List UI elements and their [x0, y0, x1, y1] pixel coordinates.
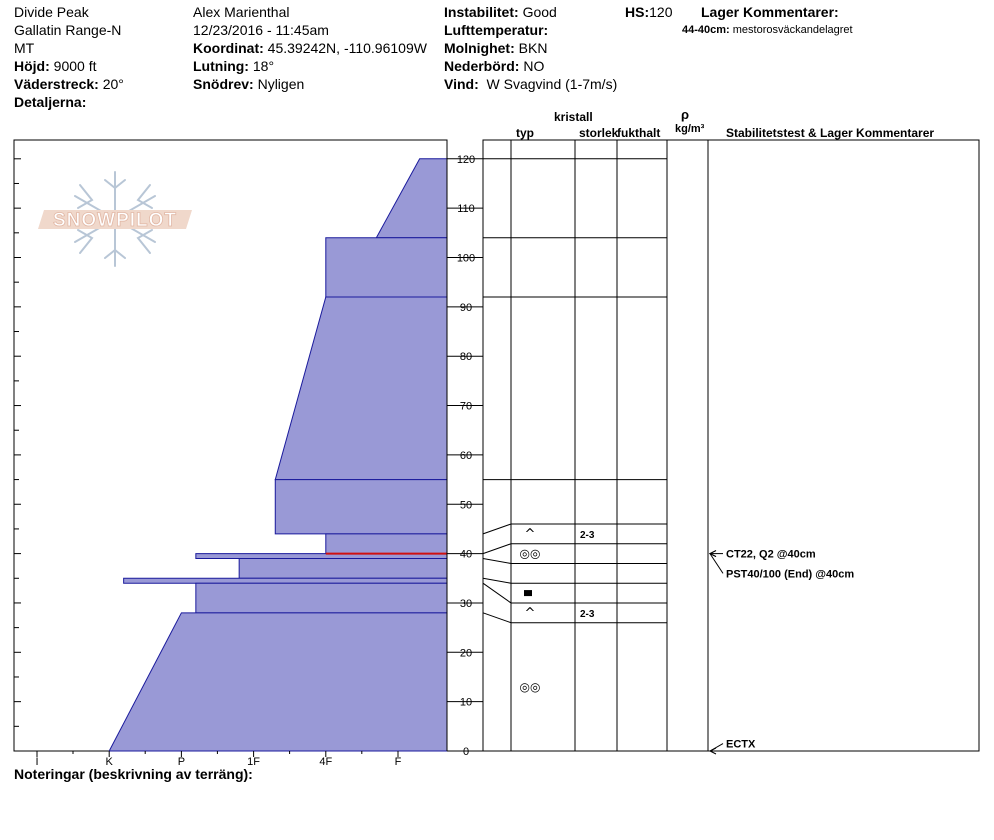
col-size-header: storlek: [579, 126, 619, 140]
x-tick-label-I: I: [35, 756, 39, 768]
grain-size-3: 2-3: [580, 608, 595, 620]
wind-loading-value: Nyligen: [257, 76, 305, 92]
y-tick-label-10: 10: [459, 696, 473, 709]
hardness-layer-6: [239, 559, 447, 579]
instability-value: Good: [522, 4, 557, 20]
y-tick-label-110: 110: [457, 203, 475, 216]
layer-comment-row: [682, 24, 853, 37]
wind-row: [444, 76, 617, 93]
sky-row: [444, 40, 547, 57]
sky-label: Molnighet:: [444, 40, 515, 56]
col-crystal-header: kristall: [554, 110, 593, 124]
aspect-row: [14, 76, 124, 93]
instability-label: Instabilitet:: [444, 4, 519, 20]
x-tick-label-P: P: [177, 756, 186, 768]
grain-size-0: 2-3: [580, 529, 595, 541]
range-name: Gallatin Range-N: [14, 22, 122, 38]
layer-comments-label: Lager Kommentarer:: [701, 4, 839, 20]
hs-label: HS:: [625, 4, 650, 20]
y-tick-label-80: 80: [459, 351, 473, 364]
col-density-unit: kg/m³: [675, 123, 705, 135]
wind-value: W Svagvind (1-7m/s): [486, 76, 618, 92]
col-moisture-header: fukthalt: [617, 126, 661, 140]
col-stability-header: Stabilitetstest & Lager Kommentarer: [726, 126, 935, 140]
wind-loading-row: [193, 76, 304, 93]
coordinate-value: 45.39242N, -110.96109W: [267, 40, 427, 56]
aspect-label: Väderstreck:: [14, 76, 99, 92]
details-label: Detaljerna:: [14, 94, 87, 110]
x-tick-label-K: K: [105, 756, 113, 768]
stability-test-connector-1: [710, 554, 723, 574]
hardness-layer-3: [275, 480, 447, 534]
y-tick-label-0: 0: [462, 746, 470, 758]
y-tick-label-50: 50: [459, 499, 473, 512]
stability-test-label-0: CT22, Q2 @40cm: [726, 548, 816, 561]
layer-comment-depth: 44-40cm:: [682, 24, 730, 36]
col-type-header: typ: [516, 126, 534, 140]
precip-label: Nederbörd:: [444, 58, 520, 74]
wind-loading-label: Snödrev:: [193, 76, 254, 92]
hs-row: [625, 4, 672, 21]
observation-datetime: 12/23/2016 - 11:45am: [193, 22, 329, 38]
x-tick-label-1F: 1F: [247, 756, 261, 768]
x-tick-label-4F: 4F: [319, 756, 333, 768]
elevation-label: Höjd:: [14, 58, 50, 74]
y-tick-label-30: 30: [459, 597, 473, 610]
notes-label: Noteringar (beskrivning av terräng):: [14, 766, 253, 782]
slope-value: 18°: [252, 58, 275, 74]
grain-symbol-1: ◎◎: [519, 546, 541, 561]
hardness-layer-9: [109, 613, 447, 751]
precip-value: NO: [523, 58, 545, 74]
location-name: Divide Peak: [14, 4, 89, 20]
grain-symbol-3: ^: [524, 605, 536, 621]
y-tick-label-70: 70: [459, 400, 473, 413]
precip-row: [444, 58, 544, 75]
layer-table-frame: [483, 140, 979, 751]
hardness-layer-2: [275, 297, 447, 480]
y-tick-label-100: 100: [456, 252, 476, 265]
hardness-layer-8: [196, 583, 447, 613]
grain-symbol-2: [524, 590, 532, 596]
elevation-row: [14, 58, 96, 75]
logo-text: SNOWPILOT: [52, 210, 178, 231]
layer-comment-text: mestorosväckandelagret: [732, 24, 853, 36]
aspect-value: 20°: [102, 76, 124, 92]
instability-row: [444, 4, 557, 21]
snowpilot-logo: [38, 172, 192, 266]
coordinate-label: Koordinat:: [193, 40, 264, 56]
hardness-layer-1: [326, 238, 447, 297]
slope-row: [193, 58, 274, 75]
col-rho-header: ρ: [681, 107, 690, 122]
wind-label: Vind:: [444, 76, 479, 92]
y-tick-label-120: 120: [456, 153, 476, 166]
hardness-layer-4: [326, 534, 447, 554]
grain-symbol-0: ^: [524, 526, 536, 542]
x-tick-label-F: F: [394, 756, 402, 768]
sky-value: BKN: [518, 40, 548, 56]
hardness-layer-0: [376, 159, 447, 238]
slope-label: Lutning:: [193, 58, 249, 74]
coordinate-row: [193, 40, 427, 57]
state-name: MT: [14, 40, 35, 56]
hardness-layer-7: [124, 578, 447, 583]
stability-test-label-1: PST40/100 (End) @40cm: [726, 568, 855, 581]
observer-name: Alex Marienthal: [193, 4, 290, 20]
stability-test-label-2: ECTX: [726, 738, 756, 751]
elevation-value: 9000 ft: [53, 58, 97, 74]
y-tick-label-20: 20: [459, 647, 473, 660]
y-tick-label-40: 40: [459, 548, 473, 561]
y-tick-label-90: 90: [459, 301, 473, 314]
air-temp-label: Lufttemperatur:: [444, 22, 549, 38]
y-tick-label-60: 60: [459, 449, 473, 462]
hs-value: 120: [649, 4, 673, 20]
grain-symbol-4: ◎◎: [519, 679, 541, 694]
